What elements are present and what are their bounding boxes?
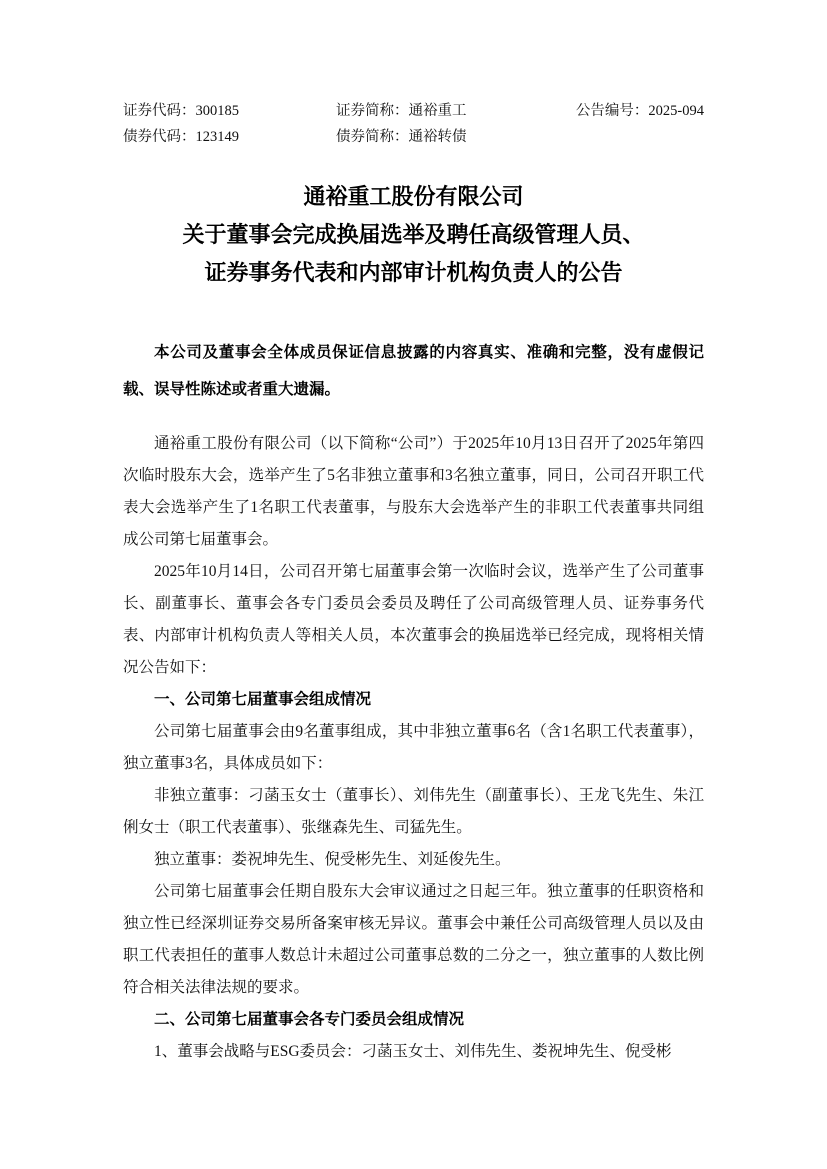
section-heading-committees: 二、公司第七届董事会各专门委员会组成情况: [154, 1011, 465, 1028]
paragraph-independent-directors: 独立董事：娄祝坤先生、倪受彬先生、刘延俊先生。: [154, 851, 511, 868]
truthfulness-statement: 本公司及董事会全体成员保证信息披露的内容真实、准确和完整，没有虚假记载、误导性陈述或者重大遗漏。: [123, 344, 704, 398]
securities-header: [123, 98, 704, 150]
securities-header-row-1: [123, 98, 704, 124]
paragraph-non-independent-directors: 非独立董事：刁菡玉女士（董事长）、刘伟先生（副董事长）、王龙飞先生、朱江俐女士（职工代表董事）、张继森先生、司猛先生。: [123, 787, 704, 836]
document-title: [123, 178, 704, 292]
securities-header-row-2: [123, 124, 704, 150]
stock-code: 证券代码：300185: [123, 103, 239, 119]
company-name: 通裕重工股份有限公司: [303, 184, 524, 209]
title-line-2: 关于董事会完成换届选举及聘任高级管理人员、: [182, 222, 645, 247]
stock-name: 证券简称：通裕重工: [336, 103, 467, 119]
paragraph-board-size: 公司第七届董事会由9名董事组成，其中非独立董事6名（含1名职工代表董事），独立董事3名，具体成员如下：: [123, 723, 704, 772]
bond-code: 债券代码：123149: [123, 129, 239, 145]
paragraph-shareholder-meeting: 通裕重工股份有限公司（以下简称“公司”）于2025年10月13日召开了2025年第四次临时股东大会，选举产生了5名非独立董事和3名独立董事，同日，公司召开职工代表大会选举产生了1名职工代表董事，与股东大会选举产生的非职工代表董事共同组成公司第七届董事会。: [123, 435, 704, 548]
announcement-number: 公告编号：2025-094: [575, 103, 704, 119]
paragraph-board-meeting: 2025年10月14日，公司召开第七届董事会第一次临时会议，选举产生了公司董事长、副董事长、董事会各专门委员会委员及聘任了公司高级管理人员、证券事务代表、内部审计机构负责人等相关人员，本次董事会的换届选举已经完成，现将相关情况公告如下：: [123, 563, 704, 676]
document-body: [123, 428, 704, 1068]
paragraph-strategy-esg-committee: 1、董事会战略与ESG委员会：刁菡玉女士、刘伟先生、娄祝坤先生、倪受彬: [154, 1043, 672, 1060]
paragraph-board-term: 公司第七届董事会任期自股东大会审议通过之日起三年。独立董事的任职资格和独立性已经深圳证券交易所备案审核无异议。董事会中兼任公司高级管理人员以及由职工代表担任的董事人数总计未超过公司董事总数的二分之一，独立董事的人数比例符合相关法律法规的要求。: [123, 883, 704, 996]
section-heading-board-composition: 一、公司第七届董事会组成情况: [154, 691, 372, 708]
title-line-3: 证券事务代表和内部审计机构负责人的公告: [204, 260, 623, 285]
header-spacer: [571, 124, 704, 150]
bond-name: 债券简称：通裕转债: [336, 129, 467, 145]
